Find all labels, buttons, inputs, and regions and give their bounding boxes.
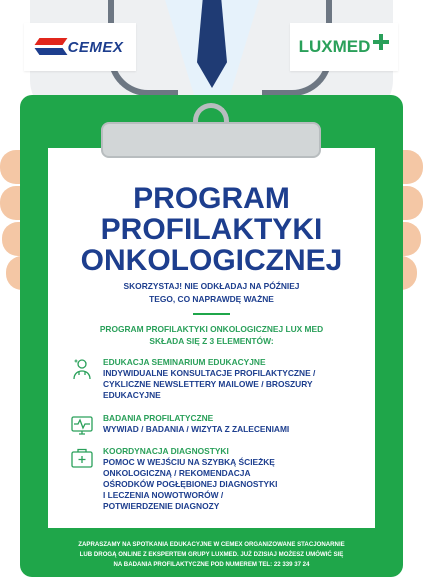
cemex-mark-icon <box>37 38 65 56</box>
medical-kit-icon <box>70 446 94 470</box>
intro-line: PROGRAM PROFILAKTYKI ONKOLOGICZNEJ LUX MED <box>99 324 324 334</box>
plus-icon <box>373 34 389 50</box>
subtitle-line: SKORZYSTAJ! NIE ODKŁADAJ NA PÓŹNIEJ <box>123 281 300 291</box>
element-line: ONKOLOGICZNĄ / REKOMENDACJA <box>103 468 251 478</box>
element-line: WYWIAD / BADANIA / WIZYTA Z ZALECENIAMI <box>103 424 290 434</box>
element-line: CYKLICZNE NEWSLETTERY MAILOWE / BROSZURY <box>103 379 313 389</box>
intro-line: SKŁADA SIĘ Z 3 ELEMENTÓW: <box>149 336 274 346</box>
element-heading: BADANIA PROFILATYCZNE <box>103 413 214 423</box>
subtitle-line: TEGO, CO NAPRAWDĘ WAŻNE <box>149 294 274 304</box>
heartbeat-monitor-icon <box>70 413 94 437</box>
footer-line: LUB DROGĄ ONLINE Z EKSPERTEM GRUPY LUXMED. JUŻ DZISIAJ MOŻESZ UMÓWIĆ SIĘ <box>79 551 344 558</box>
program-element-coordination <box>70 446 360 512</box>
cemex-logo <box>24 23 136 71</box>
luxmed-logo <box>290 23 398 71</box>
cemex-wordmark: CEMEX <box>67 38 124 56</box>
program-element-screening <box>70 413 360 437</box>
page-title <box>48 183 375 276</box>
element-line: EDUKACYJNE <box>103 390 161 400</box>
element-heading: KOORDYNACJA DIAGNOSTYKI <box>103 446 229 456</box>
element-line: POMOC W WEJŚCIU NA SZYBKĄ ŚCIEŻKĘ <box>103 457 275 467</box>
divider <box>193 313 230 315</box>
clipboard-clip <box>101 122 321 158</box>
program-element-education <box>70 357 360 401</box>
title-line: ONKOLOGICZNEJ <box>80 244 343 277</box>
luxmed-wordmark: LUXMED <box>298 37 371 56</box>
footer-invitation <box>28 540 395 570</box>
footer-line: NA BADANIA PROFILAKTYCZNE POD NUMEREM TEL: 22 339 37 24 <box>113 561 310 568</box>
title-line: PROGRAM <box>133 182 290 215</box>
program-intro <box>48 323 375 347</box>
element-line: POTWIERDZENIE DIAGNOZY <box>103 501 220 511</box>
title-line: PROFILAKTYKI <box>100 213 323 246</box>
element-heading: EDUKACJA SEMINARIUM EDUKACYJNE <box>103 357 266 367</box>
element-line: INDYWIDUALNE KONSULTACJE PROFILAKTYCZNE / <box>103 368 316 378</box>
subtitle <box>48 280 375 306</box>
element-line: I LECZENIA NOWOTWORÓW / <box>103 490 224 500</box>
element-line: OŚRODKÓW POGŁĘBIONEJ DIAGNOSTYKI <box>103 479 278 489</box>
footer-line: ZAPRASZAMY NA SPOTKANIA EDUKACYJNE W CEMEX ORGANIZOWANE STACJONARNIE <box>78 541 345 548</box>
doctor-icon <box>70 357 94 381</box>
